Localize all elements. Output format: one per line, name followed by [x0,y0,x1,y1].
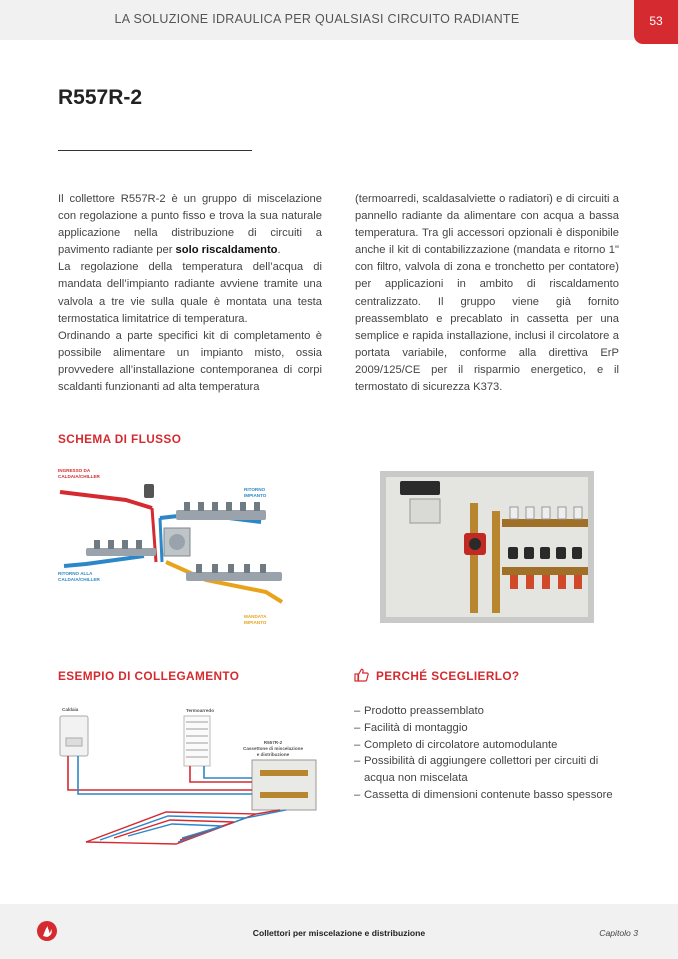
pump-rotor [169,534,185,550]
connection-pipes [68,756,252,794]
cabinet-manifold-top [260,770,308,776]
pump-head [469,538,481,550]
label-return-boiler-line1: RITORNO ALLA [58,571,93,576]
list-item: – Facilità di montaggio [354,720,620,737]
flow-return-riser [160,518,162,562]
paragraph-bold-text: solo riscaldamento [175,244,278,257]
description-paragraph: (termoarredi, scaldasalviette o radiatori) e di circuiti a pannello radiante da alimentare con acqua a bassa temperatura. Tra gli accessori opzionali è disponibile anche il kit di contabilizzazione (mandata e ritorno 1" con filtro, valvola di zona e tronchetto per contatore) per applicazioni in ambito di riscaldamento centralizzato. Il gruppo viene già fornito preassemblato e precablato in cassetta per una semplice e rapida installazione, inclusi il circolatore a portata variabile, conforme alla direttiva ErP 2009/125/CE per il risparmio energetico, e il termostato di sicurezza K373. [355,193,619,394]
description-left-column [58,191,322,396]
why-choose-heading: PERCHÉ SCEGLIERLO? [376,669,520,683]
thumbs-up-icon [354,668,369,682]
flow-inlet-arrow [60,492,152,508]
description-paragraph: Ordinando a parte specifici kit di completamento è possibile alimentare un impianto misto, ossia provvedere all’installazione contemporanea di corpi scaldanti funzionanti ad alta temperatura [58,329,322,394]
paragraph-text: . [277,244,281,257]
footer-bar [0,904,678,959]
cabinet-manifold-bottom [260,792,308,798]
title-divider [58,150,252,151]
description-right-column [355,191,619,396]
running-header: LA SOLUZIONE IDRAULICA PER QUALSIASI CIRCUITO RADIANTE [114,12,520,26]
benefit-text: Facilità di montaggio [364,721,468,734]
label-inlet-line2: CALDAIA/CHILLER [58,474,100,479]
paragraph-text: Il collettore R557R-2 è un gruppo di miscelazione con regolazione a punto fisso e trova la sua naturale applicazione nella distribuzione di circuiti a pavimento radiante per [58,193,322,257]
label-unit-desc-line2: e distribuzione [256,752,290,757]
label-unit-desc-line1: Cassettone di miscelazione [243,746,303,751]
supply-manifold-right [186,572,282,581]
flow-return-boiler-arrow [64,556,144,566]
label-unit-code: R557R-2 [263,740,283,745]
label-return-boiler-line2: CALDAIA/CHILLER [58,577,100,582]
thermostatic-head [144,484,154,498]
connection-example-heading: ESEMPIO DI COLLEGAMENTO [58,669,240,683]
boiler-unit [60,716,88,756]
label-supply-plant-line2: IMPIANTO [244,620,267,625]
product-title: R557R-2 [58,86,143,109]
label-inlet-line1: INGRESSO DA [58,468,91,473]
electrical-box [400,481,440,495]
label-supply-plant-line1: MANDATA [244,614,267,619]
upper-manifold [502,519,588,527]
top-bar [0,0,678,40]
footer-chapter: Capitolo 3 [599,928,638,938]
label-return-plant-line2: IMPIANTO [244,493,267,498]
label-return-plant-line1: RITORNO [244,487,266,492]
benefits-list [354,703,620,804]
description-paragraph: La regolazione della temperatura dell’acqua di mandata dell’impianto radiante avviene tramite una valvola a tre vie sulla quale è montata una testa termostatica limitatrice di temperatura. [58,261,322,325]
label-boiler: Caldaia [62,707,79,712]
cabinet-back [386,477,588,617]
list-item: – Prodotto preassemblato [354,703,620,720]
brass-pipe-left [470,503,478,613]
flow-schema-heading: SCHEMA DI FLUSSO [58,432,182,446]
description-paragraph [58,191,322,259]
towel-rail-radiator [184,716,210,766]
list-item: – Cassetta di dimensioni contenute basso spessore [354,787,620,804]
controller-box [410,499,440,523]
list-item: – Completo di circolatore automodulante [354,737,620,754]
footer-title: Collettori per miscelazione e distribuzione [252,928,426,938]
benefit-text: Possibilità di aggiungere collettori per circuiti di acqua non miscelata [364,755,599,785]
product-photo [380,471,594,623]
lower-manifold [502,567,588,575]
floor-heating-loops [86,810,286,844]
label-towel-rail: Termoarredo [186,708,214,713]
benefit-text: Completo di circolatore automodulante [364,738,558,751]
page-number: 53 [634,0,678,44]
boiler-panel [66,738,82,746]
flow-schema-diagram [56,462,338,628]
benefit-text: Cassetta di dimensioni contenute basso spessore [364,788,613,801]
connection-example-diagram [56,702,326,852]
distribution-cabinet [252,760,316,810]
benefit-text: Prodotto preassemblato [364,705,484,717]
list-item: – Possibilità di aggiungere collettori per circuiti di acqua non miscelata [354,753,620,787]
return-manifold [176,510,266,520]
brass-pipe-right [492,511,500,613]
supply-manifold-left [86,548,156,556]
